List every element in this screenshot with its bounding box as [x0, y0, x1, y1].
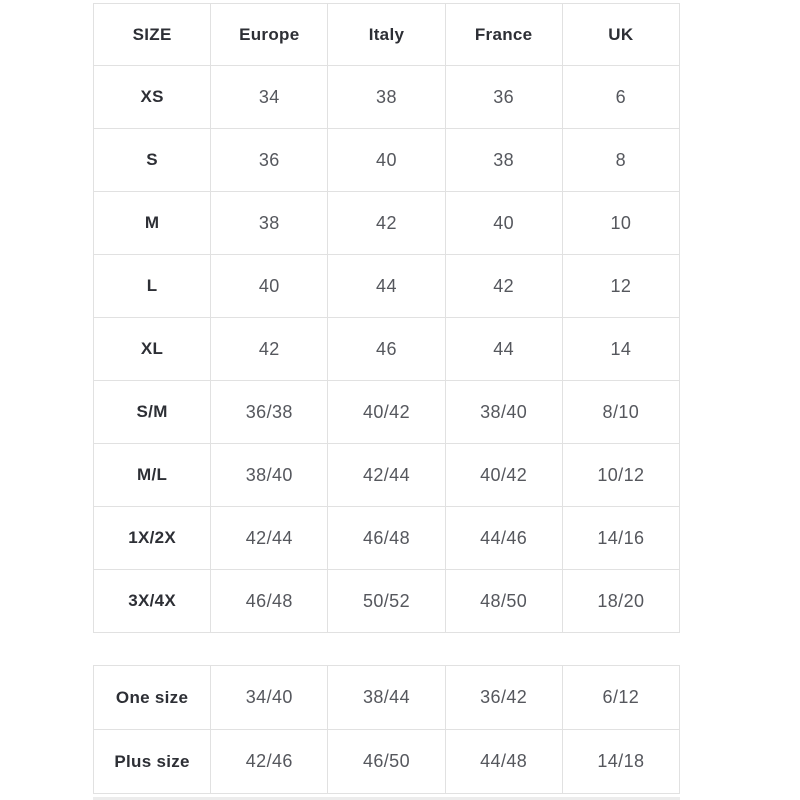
cell-value: 38 — [211, 192, 328, 255]
cell-value: 14/18 — [562, 730, 679, 794]
cell-value: 46/48 — [211, 570, 328, 633]
cell-value: 38/40 — [211, 444, 328, 507]
header-cell-europe: Europe — [211, 4, 328, 66]
cell-value: 34 — [211, 66, 328, 129]
table-row-l — [94, 255, 680, 318]
size-conversion-table — [93, 3, 680, 633]
cell-value: 44/46 — [445, 507, 562, 570]
table-row-plus-size — [94, 730, 680, 794]
row-label: Plus size — [94, 730, 211, 794]
special-sizes-table-container — [93, 665, 680, 794]
cell-value: 36/38 — [211, 381, 328, 444]
table-row-one-size — [94, 666, 680, 730]
table-row-xs — [94, 66, 680, 129]
cell-value: 18/20 — [562, 570, 679, 633]
table-row-xl — [94, 318, 680, 381]
header-cell-france: France — [445, 4, 562, 66]
cell-value: 44 — [328, 255, 445, 318]
cell-value: 12 — [562, 255, 679, 318]
cell-value: 6/12 — [562, 666, 679, 730]
cell-value: 40 — [211, 255, 328, 318]
cell-value: 36 — [445, 66, 562, 129]
cell-value: 42/44 — [328, 444, 445, 507]
cell-value: 40 — [328, 129, 445, 192]
table-row-s — [94, 129, 680, 192]
cell-value: 44 — [445, 318, 562, 381]
row-label: One size — [94, 666, 211, 730]
header-cell-size: SIZE — [94, 4, 211, 66]
cell-value: 48/50 — [445, 570, 562, 633]
cell-value: 46 — [328, 318, 445, 381]
special-sizes-table — [93, 665, 680, 794]
cell-value: 42 — [211, 318, 328, 381]
cell-value: 42 — [328, 192, 445, 255]
cell-value: 36 — [211, 129, 328, 192]
row-label: 1X/2X — [94, 507, 211, 570]
cell-value: 6 — [562, 66, 679, 129]
row-label: S — [94, 129, 211, 192]
row-label: XL — [94, 318, 211, 381]
cell-value: 38/44 — [328, 666, 445, 730]
table-row-m — [94, 192, 680, 255]
cell-value: 46/48 — [328, 507, 445, 570]
cell-value: 8 — [562, 129, 679, 192]
cell-value: 46/50 — [328, 730, 445, 794]
cell-value: 44/48 — [445, 730, 562, 794]
cell-value: 14 — [562, 318, 679, 381]
cell-value: 8/10 — [562, 381, 679, 444]
row-label: XS — [94, 66, 211, 129]
cell-value: 10/12 — [562, 444, 679, 507]
table-row-1x2x — [94, 507, 680, 570]
cell-value: 36/42 — [445, 666, 562, 730]
cell-value: 50/52 — [328, 570, 445, 633]
cell-value: 38/40 — [445, 381, 562, 444]
row-label: S/M — [94, 381, 211, 444]
cell-value: 42 — [445, 255, 562, 318]
row-label: 3X/4X — [94, 570, 211, 633]
table-row-ml — [94, 444, 680, 507]
row-label: L — [94, 255, 211, 318]
cell-value: 40/42 — [328, 381, 445, 444]
header-row — [94, 4, 680, 66]
cell-value: 40 — [445, 192, 562, 255]
table-row-3x4x — [94, 570, 680, 633]
cell-value: 38 — [328, 66, 445, 129]
cell-value: 14/16 — [562, 507, 679, 570]
header-cell-uk: UK — [562, 4, 679, 66]
header-cell-italy: Italy — [328, 4, 445, 66]
cell-value: 34/40 — [211, 666, 328, 730]
cell-value: 42/46 — [211, 730, 328, 794]
row-label: M — [94, 192, 211, 255]
cell-value: 10 — [562, 192, 679, 255]
cell-value: 40/42 — [445, 444, 562, 507]
size-conversion-table-container — [93, 3, 680, 633]
cell-value: 38 — [445, 129, 562, 192]
cell-value: 42/44 — [211, 507, 328, 570]
row-label: M/L — [94, 444, 211, 507]
table-row-sm — [94, 381, 680, 444]
